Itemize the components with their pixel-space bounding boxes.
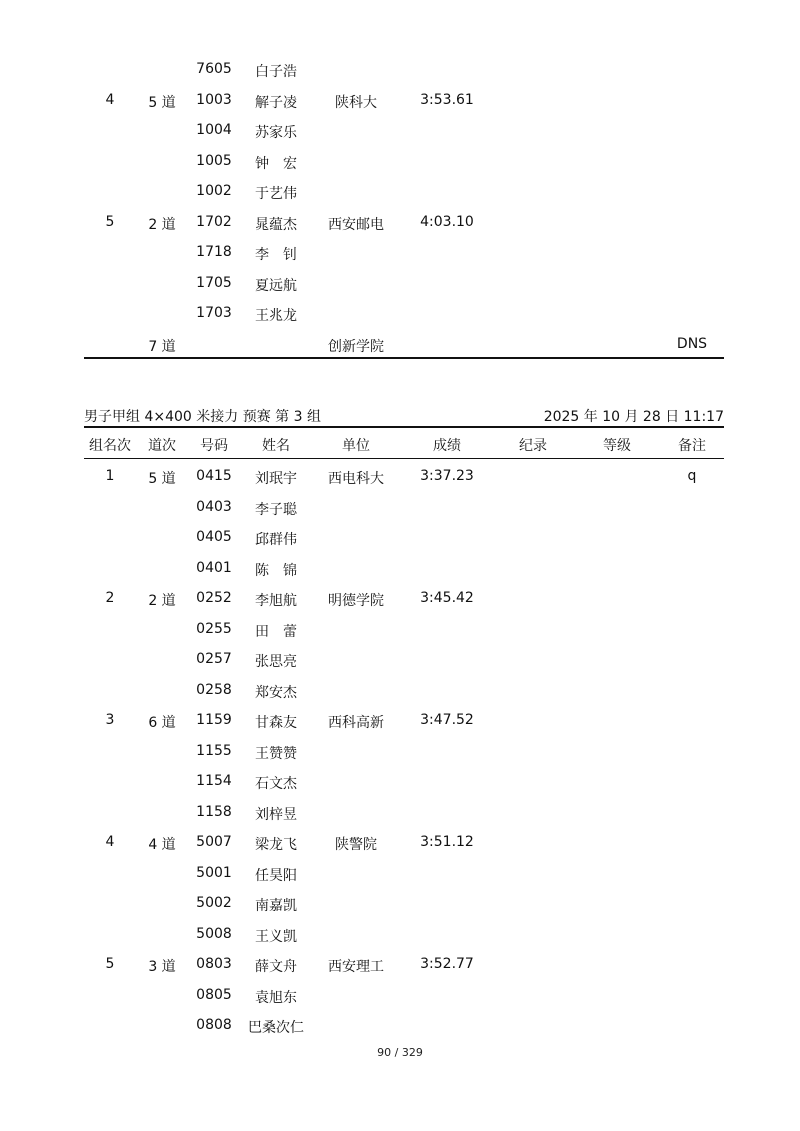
cell-bib: 1718: [196, 244, 232, 260]
cell-name: 白子浩: [255, 64, 297, 80]
cell-result: 4:03.10: [420, 213, 474, 230]
cell-result: 3:51.12: [420, 834, 474, 850]
cell-lane: 2 道: [148, 593, 176, 609]
cell-bib: 1154: [196, 773, 232, 789]
cell-bib: 0401: [196, 559, 232, 576]
cell-bib: 7605: [196, 61, 232, 77]
cell-name: 田 蕾: [255, 623, 297, 640]
cell-bib: 0808: [196, 1017, 232, 1033]
section-end-rule: [84, 357, 724, 359]
cell-name: 任昊阳: [255, 867, 297, 884]
cell-name: 巴桑次仁: [248, 1020, 304, 1036]
cell-name: 王义凯: [255, 928, 297, 945]
cell-name: 于艺伟: [255, 186, 297, 202]
cell-bib: 0405: [196, 529, 232, 545]
cell-rank: 1: [105, 468, 115, 484]
cell-rank: 4: [105, 834, 115, 850]
cell-lane: 3 道: [148, 959, 176, 975]
cell-bib: 1703: [196, 305, 232, 321]
cell-name: 李 钊: [255, 247, 297, 263]
cell-unit: 西安理工: [328, 959, 384, 975]
cell-lane: 7 道: [148, 338, 176, 355]
cell-bib: 0255: [196, 620, 232, 637]
cell-bib: 0403: [196, 498, 232, 515]
cell-bib: 5002: [196, 895, 232, 911]
cell-rank: 3: [105, 712, 115, 728]
cell-bib: 1155: [196, 742, 232, 759]
cell-bib: 1004: [196, 122, 232, 138]
cell-bib: 5008: [196, 925, 232, 942]
page-number: 90 / 329: [377, 1046, 423, 1059]
cell-result: 3:37.23: [420, 468, 474, 484]
cell-lane: 6 道: [148, 715, 176, 731]
cell-name: 李子聪: [255, 501, 297, 518]
cell-note: DNS: [676, 335, 708, 352]
cell-bib: 5001: [196, 864, 232, 881]
cell-bib: 1702: [196, 213, 232, 230]
cell-bib: 5007: [196, 834, 232, 850]
cell-name: 刘珉宇: [255, 471, 297, 487]
cell-name: 夏远航: [255, 277, 297, 294]
cell-bib: 1003: [196, 91, 232, 108]
cell-unit: 西电科大: [328, 471, 384, 487]
cell-name: 郑安杰: [255, 684, 297, 701]
cell-result: 3:52.77: [420, 956, 474, 972]
cell-unit: 西科高新: [328, 715, 384, 731]
cell-lane: 4 道: [148, 837, 176, 853]
header-bottom-rule: [84, 458, 724, 459]
cell-unit: 陕警院: [335, 837, 377, 853]
cell-name: 钟 宏: [255, 155, 297, 172]
cell-unit: 创新学院: [328, 338, 384, 355]
cell-name: 袁旭东: [255, 989, 297, 1006]
cell-rank: 5: [105, 956, 115, 972]
cell-name: 张思亮: [255, 654, 297, 670]
cell-bib: 0803: [196, 956, 232, 972]
cell-unit: 西安邮电: [328, 216, 384, 233]
cell-name: 王兆龙: [255, 308, 297, 324]
cell-name: 李旭航: [255, 593, 297, 609]
cell-bib: 1159: [196, 712, 232, 728]
cell-bib: 0805: [196, 986, 232, 1003]
cell-rank: 4: [105, 91, 115, 108]
header-lane: 道次: [148, 438, 176, 454]
cell-name: 南嘉凯: [255, 898, 297, 914]
cell-bib: 0257: [196, 651, 232, 667]
cell-bib: 0258: [196, 681, 232, 698]
cell-bib: 0252: [196, 590, 232, 606]
cell-result: 3:45.42: [420, 590, 474, 606]
cell-name: 王赞赞: [255, 745, 297, 762]
cell-lane: 5 道: [148, 94, 176, 111]
header-top-rule: [84, 426, 724, 428]
heat-title: 男子甲组 4×400 米接力 预赛 第 3 组: [84, 409, 321, 425]
cell-unit: 明德学院: [328, 593, 384, 609]
cell-name: 解子凌: [255, 94, 297, 111]
cell-name: 邱群伟: [255, 532, 297, 548]
cell-name: 陈 锦: [255, 562, 297, 579]
cell-lane: 5 道: [148, 471, 176, 487]
cell-lane: 2 道: [148, 216, 176, 233]
cell-bib: 1705: [196, 274, 232, 291]
cell-bib: 1002: [196, 183, 232, 199]
cell-bib: 0415: [196, 468, 232, 484]
cell-result: 3:47.52: [420, 712, 474, 728]
header-note: 备注: [678, 438, 706, 454]
header-bib: 号码: [200, 438, 228, 454]
cell-name: 刘梓昱: [255, 806, 297, 823]
cell-note: q: [687, 468, 697, 484]
cell-unit: 陕科大: [335, 94, 377, 111]
header-record: 纪录: [519, 438, 547, 454]
cell-name: 梁龙飞: [255, 837, 297, 853]
header-result: 成绩: [433, 438, 461, 454]
heat-datetime: 2025 年 10 月 28 日 11:17: [543, 409, 724, 425]
cell-bib: 1158: [196, 803, 232, 820]
cell-rank: 2: [105, 590, 115, 606]
cell-result: 3:53.61: [420, 91, 474, 108]
cell-bib: 1005: [196, 152, 232, 169]
cell-name: 甘森友: [255, 715, 297, 731]
header-grade: 等级: [603, 438, 631, 454]
header-name: 姓名: [262, 438, 290, 454]
cell-name: 晁蕴杰: [255, 216, 297, 233]
cell-rank: 5: [105, 213, 115, 230]
header-rank: 组名次: [89, 438, 131, 454]
cell-name: 苏家乐: [255, 125, 297, 141]
cell-name: 薛文舟: [255, 959, 297, 975]
header-unit: 单位: [342, 438, 370, 454]
cell-name: 石文杰: [255, 776, 297, 792]
